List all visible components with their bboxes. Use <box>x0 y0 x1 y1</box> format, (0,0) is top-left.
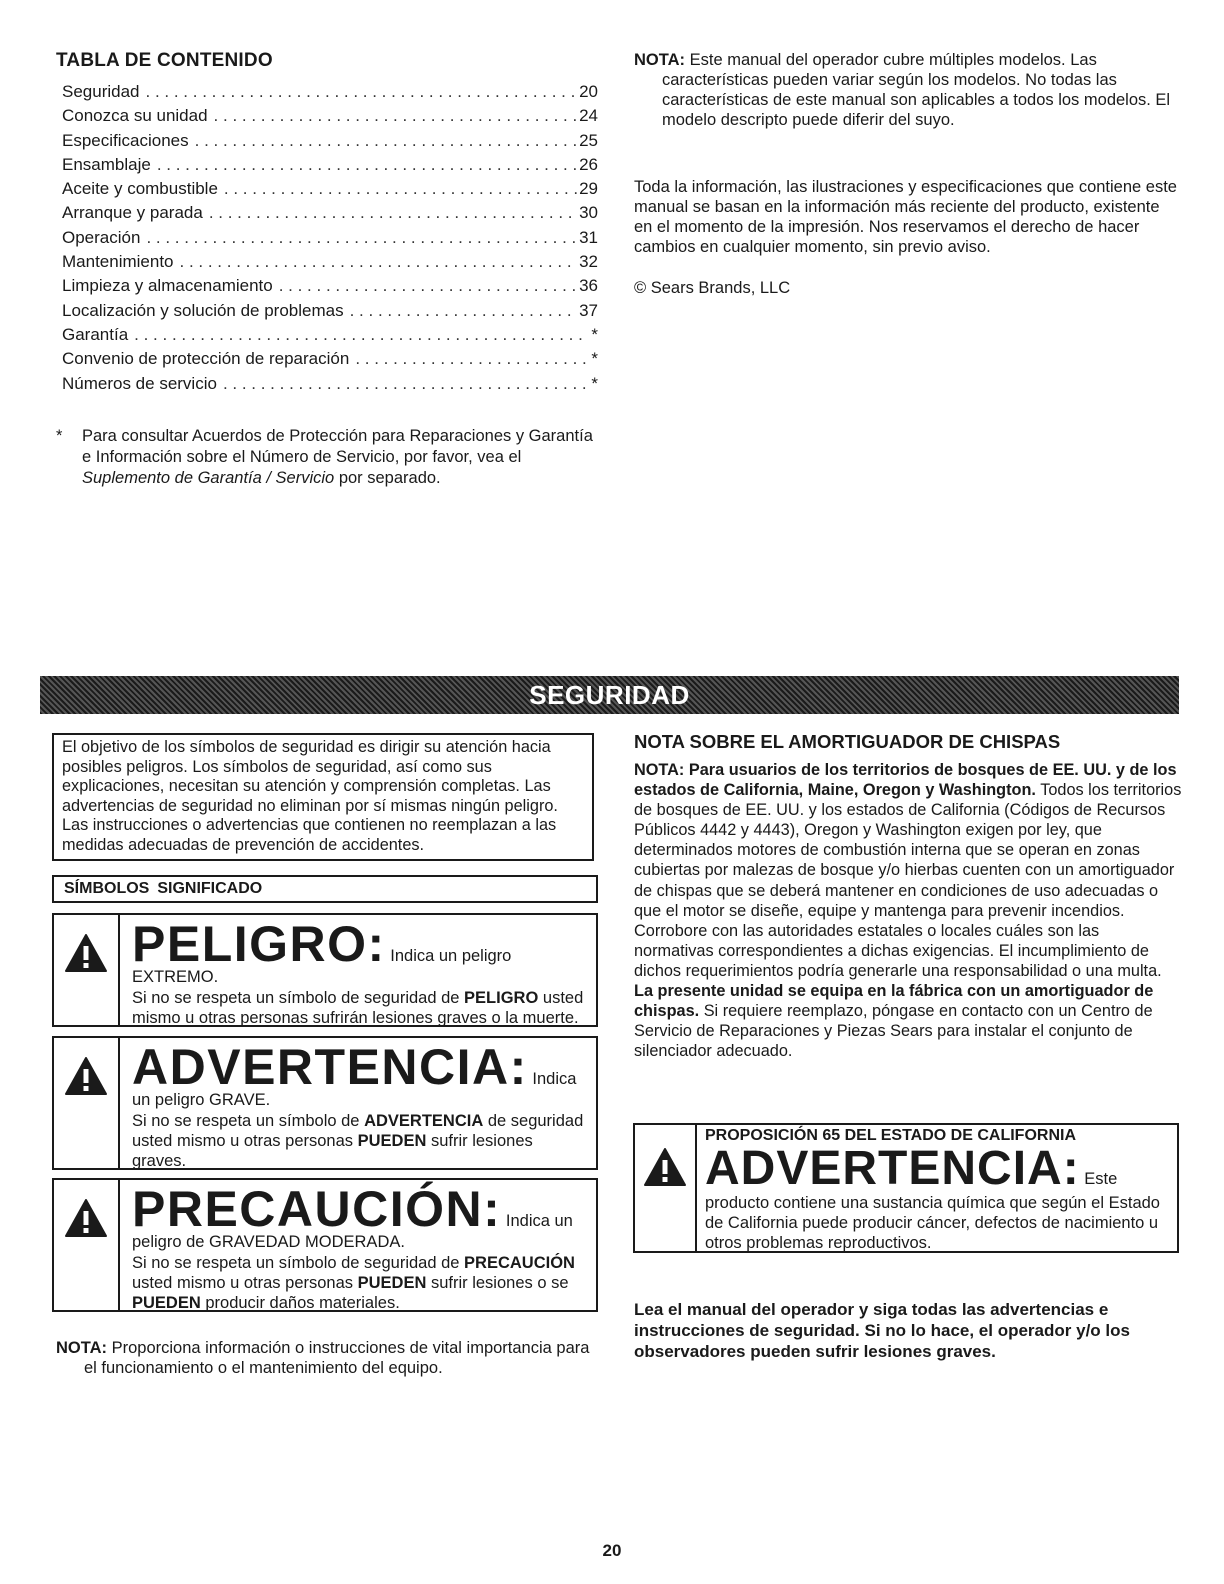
toc-item-label: Especificaciones <box>62 130 189 150</box>
text-segment: Si no se respeta un símbolo de <box>132 1112 365 1130</box>
signal-body <box>120 915 596 1025</box>
toc-item-label: Arranque y parada <box>62 203 203 223</box>
bold-segment: PUEDEN <box>357 1274 427 1292</box>
bold-segment: PELIGRO <box>464 989 539 1007</box>
toc-item[interactable] <box>62 374 598 398</box>
toc-item-label: Seguridad <box>62 82 140 101</box>
prop65-title: PROPOSICIÓN 65 DEL ESTADO DE CALIFORNIA <box>705 1127 1077 1144</box>
bold-segment: PUEDEN <box>357 1132 427 1150</box>
copyright: © Sears Brands, LLC <box>634 279 791 297</box>
toc-leader-dots <box>134 325 589 345</box>
toc-footnote <box>56 426 596 489</box>
warning-triangle-icon <box>64 933 108 973</box>
warning-triangle-icon <box>643 1147 687 1187</box>
read-manual-warning: Lea el manual del operador y siga todas las advertencias e instrucciones de seguridad. Si no lo hace, el operador y/o los observadores pueden sufrir lesiones graves. <box>634 1300 1130 1361</box>
toc-item[interactable] <box>62 155 598 179</box>
text-segment: sufrir lesiones o se <box>426 1274 569 1292</box>
spark-bold-intro: NOTA: Para usuarios de los territorios de bosques de EE. UU. y de los estados de California, Maine, Oregon y Washington. <box>634 761 1177 800</box>
toc-item-page: 26 <box>579 154 598 174</box>
toc-leader-dots <box>195 131 577 151</box>
toc-item-page: 25 <box>579 130 598 150</box>
signal-description: Indica un peligro GRAVE. <box>132 1070 577 1109</box>
note-text: Este manual del operador cubre múltiples modelos. Las características pueden variar según los modelos. No todas las características de este manual son aplicables a todos los modelos. El modelo descripto puede diferir del suyo. <box>662 51 1171 129</box>
toc-item-page: 32 <box>579 252 598 272</box>
toc-item[interactable] <box>62 82 598 106</box>
signal-body <box>120 1038 596 1168</box>
spark-bold-factory: La presente unidad se equipa en la fábrica con un amortiguador de chispas. <box>634 982 1154 1021</box>
prop65-body <box>697 1125 1177 1251</box>
page-number: 20 <box>602 1541 622 1560</box>
toc-item-page: 36 <box>579 276 598 296</box>
footnote-text: Para consultar Acuerdos de Protección para Reparaciones y Garantía e Información sobre el Número de Servicio, por favor, vea el <box>82 427 593 466</box>
toc-item-label: Números de servicio <box>62 373 217 393</box>
toc-item[interactable] <box>62 276 598 300</box>
toc-item-label: Convenio de protección de reparación <box>62 349 350 369</box>
toc-leader-dots <box>157 155 577 175</box>
signal-word: PRECAUCIÓN: <box>132 1181 502 1237</box>
signal-text <box>132 988 584 1028</box>
toc-item-page: * <box>591 373 598 393</box>
toc-item-label: Garantía <box>62 324 129 344</box>
warning-triangle-icon <box>64 1198 108 1238</box>
toc-item-page: * <box>591 324 598 344</box>
nota-definition <box>56 1338 601 1378</box>
toc-item-label: Localización y solución de problemas <box>62 300 344 320</box>
toc-item-label: Operación <box>62 227 141 247</box>
signal-word: PELIGRO: <box>132 916 386 972</box>
toc-item[interactable] <box>62 325 598 349</box>
text-segment: sufrir lesiones graves. <box>132 1132 533 1170</box>
bold-segment: ADVERTENCIA <box>364 1112 484 1130</box>
toc-leader-dots <box>146 82 578 102</box>
toc-leader-dots <box>146 228 577 248</box>
signal-box-warning <box>52 1036 598 1170</box>
toc-leader-dots <box>223 374 589 394</box>
toc-item-page: 20 <box>579 82 598 101</box>
signal-description: Indica un peligro EXTREMO. <box>132 947 512 986</box>
text-segment: Si no se respeta un símbolo de seguridad de <box>132 1254 465 1272</box>
prop65-description: Este producto contiene una sustancia química que según el Estado de California puede producir cáncer, defectos de nacimiento u otros problemas reproductivos. <box>705 1170 1160 1252</box>
spark-text: Todos los territorios de bosques de EE. UU. y los estados de California (Códigos de Recursos Públicos 4442 y 4443), Oregon y Washington exigen por ley, que determinados motores de combustión interna que se operan en zonas cubiertas por malezas de bosque y/o hierbas cuenten con un amortiguador de chispas que se deberá mantener en condiciones de uso adecuadas o que el motor se diseñe, equipe y mantenga para prevenir incendios. Corrobore con las autoridades estatales o locales cuáles son las normativas correspondientes a dichas exigencias. El incumplimiento de dichos requerimientos podría generarle una responsabilidad o una multa. <box>634 781 1182 980</box>
toc-item-label: Limpieza y almacenamiento <box>62 276 273 296</box>
toc-item-page: 24 <box>579 106 598 126</box>
toc-item-label: Mantenimiento <box>62 252 174 272</box>
toc-item-page: 37 <box>579 300 598 320</box>
signal-box-caution <box>52 1178 598 1312</box>
toc-leader-dots <box>355 349 589 369</box>
text-segment: producir daños materiales. <box>200 1294 400 1312</box>
signal-icon-cell <box>635 1125 697 1251</box>
signal-word: ADVERTENCIA: <box>132 1039 528 1095</box>
safety-intro-box: El objetivo de los símbolos de seguridad es dirigir su atención hacia posibles peligros. Los símbolos de seguridad, así como sus explicaciones, necesitan su atención y comprensión completas. Las advertencias de seguridad no eliminan por sí mismas ningún peligro. Las instrucciones o advertencias que contienen no reemplazan a las medidas adecuadas de prevención de accidentes. <box>52 733 594 861</box>
toc-leader-dots <box>224 179 577 199</box>
toc-item-label: Conozca su unidad <box>62 106 208 126</box>
warning-triangle-icon <box>64 1056 108 1096</box>
bold-segment: PRECAUCIÓN <box>464 1254 575 1272</box>
toc-item-page: 31 <box>579 227 598 247</box>
signal-word: ADVERTENCIA: <box>705 1142 1080 1195</box>
text-segment: usted mismo u otras personas <box>132 1274 358 1292</box>
note-label: NOTA: <box>634 51 686 69</box>
toc-leader-dots <box>279 276 577 296</box>
spark-arrestor-title: NOTA SOBRE EL AMORTIGUADOR DE CHISPAS <box>634 731 1061 752</box>
spark-text-end: Si requiere reemplazo, póngase en contacto con un Centro de Servicio de Reparaciones y Piezas Sears para instalar el conjunto de silenciador adecuado. <box>634 1002 1153 1061</box>
note-label: NOTA: <box>56 1339 108 1357</box>
toc-item-label: Ensamblaje <box>62 154 151 174</box>
signal-text <box>132 1111 584 1171</box>
footnote-text-end: por separado. <box>334 469 441 487</box>
prop65-text <box>705 1142 1169 1253</box>
signal-icon-cell <box>54 1180 120 1310</box>
prop65-box <box>633 1123 1179 1253</box>
toc-list <box>62 82 598 398</box>
info-paragraph: Toda la información, las ilustraciones y especificaciones que contiene este manual se basan en la información más reciente del producto, existente en el momento de la impresión. Nos reservamos el derecho de hacer cambios en cualquier momento, sin previo aviso. <box>634 178 1177 256</box>
text-segment: usted mismo u otras personas sufrirán lesiones graves o la muerte. <box>132 989 584 1027</box>
col-header-symbols: SÍMBOLOS <box>64 880 150 897</box>
toc-item[interactable] <box>62 228 598 252</box>
spark-arrestor-body <box>634 760 1182 1061</box>
toc-leader-dots <box>350 301 577 321</box>
footnote-italic: Suplemento de Garantía / Servicio <box>82 469 335 487</box>
note-text: Proporciona información o instrucciones de vital importancia para el funcionamiento o el mantenimiento del equipo. <box>84 1339 590 1377</box>
signal-description: Indica un peligro de GRAVEDAD MODERADA. <box>132 1212 573 1251</box>
text-segment: Si no se respeta un símbolo de seguridad de <box>132 989 465 1007</box>
signal-icon-cell <box>54 915 120 1025</box>
toc-item[interactable] <box>62 301 598 325</box>
signal-icon-cell <box>54 1038 120 1168</box>
section-banner <box>40 676 1179 714</box>
toc-item[interactable] <box>62 252 598 276</box>
toc-item-page: 29 <box>579 179 598 199</box>
text-segment: de seguridad usted mismo u otras personas <box>132 1112 584 1150</box>
toc-title: TABLA DE CONTENIDO <box>56 50 273 71</box>
signal-text <box>132 1253 584 1313</box>
toc-item[interactable] <box>62 179 598 203</box>
toc-leader-dots <box>209 203 577 223</box>
toc-item[interactable] <box>62 106 598 130</box>
section-banner-title: SEGURIDAD <box>529 679 690 710</box>
toc-item[interactable] <box>62 349 598 373</box>
symbols-table-header <box>52 875 598 903</box>
signal-body <box>120 1180 596 1310</box>
bold-segment: PUEDEN <box>132 1294 201 1312</box>
col-header-meaning: SIGNIFICADO <box>157 880 263 897</box>
toc-item[interactable] <box>62 203 598 227</box>
toc-item-label: Aceite y combustible <box>62 179 218 199</box>
toc-item-page: * <box>591 349 598 369</box>
toc-leader-dots <box>180 252 578 272</box>
toc-item[interactable] <box>62 131 598 155</box>
footnote-marker: * <box>56 427 63 445</box>
toc-item-page: 30 <box>579 203 598 223</box>
models-note <box>634 50 1179 130</box>
toc-leader-dots <box>214 106 578 126</box>
signal-box-danger <box>52 913 598 1027</box>
